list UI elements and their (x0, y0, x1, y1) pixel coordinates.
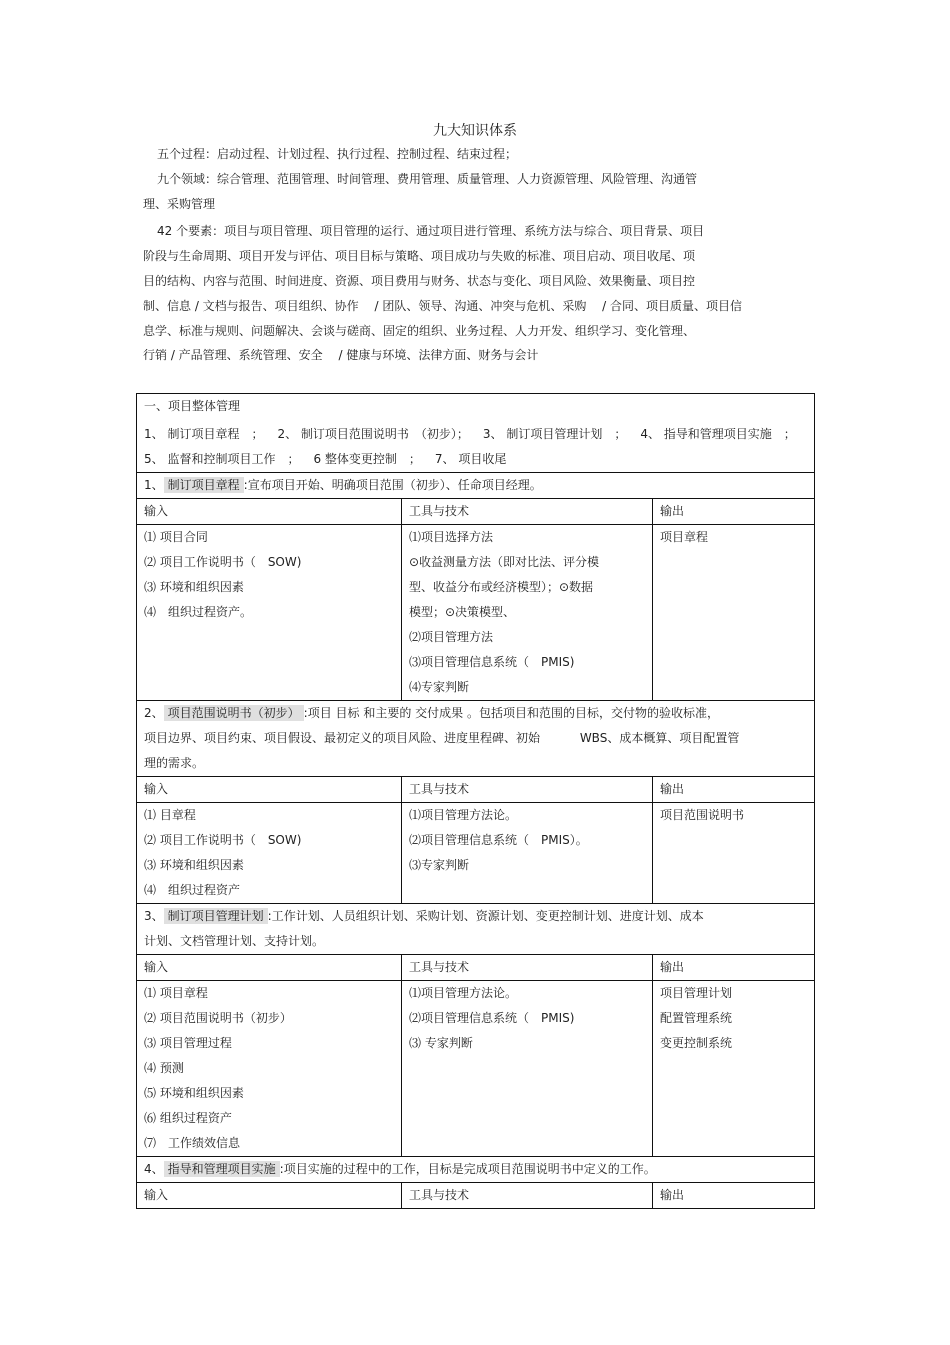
process-name-tag: 项目范围说明书（初步） (164, 705, 304, 721)
tool-item: ⑴项目选择方法 (409, 530, 494, 544)
section-description: 项目边界、项目约束、项目假设、最初定义的项目风险、进度里程碑、初始 WBS、成本概算、项目配置管 (144, 731, 740, 745)
tool-item: ⑷专家判断 (409, 680, 470, 694)
integration-management-table (136, 393, 815, 1209)
input-item: ⑷ 预测 (144, 1061, 184, 1075)
process-item: 6 整体变更控制 ； (313, 452, 421, 466)
inputs-cell (137, 803, 402, 904)
tools-cell (402, 981, 653, 1157)
elements-line: 息学、标准与规则、问题解决、会谈与磋商、固定的组织、业务过程、人力开发、组织学习、变化管理、 (143, 323, 696, 338)
tool-item: ⑵项目管理方法 (409, 630, 494, 644)
tools-cell (402, 803, 653, 904)
input-item: ⑶ 环境和组织因素 (144, 858, 244, 872)
outputs-cell (653, 525, 815, 701)
outputs-cell (653, 803, 815, 904)
column-header-output: 输出 (653, 1183, 815, 1209)
section-number: 3、 (144, 909, 164, 923)
column-header-output: 输出 (653, 499, 815, 525)
process-item: 1、 制订项目章程 ； (144, 427, 264, 441)
column-header-output: 输出 (653, 777, 815, 803)
input-item: ⑵ 项目范围说明书（初步） (144, 1011, 292, 1025)
tools-cell (402, 525, 653, 701)
section-header-cell (137, 394, 815, 473)
section-description: :宣布项目开始、明确项目范围（初步）、任命项目经理。 (243, 478, 542, 492)
process-item: 3、 制订项目管理计划 ； (482, 427, 627, 441)
process-item: 5、 监督和控制项目工作 ； (144, 452, 300, 466)
column-header-input: 输入 (137, 499, 402, 525)
input-item: ⑵ 项目工作说明书（ SOW) (144, 555, 302, 569)
column-header-tools: 工具与技术 (402, 955, 653, 981)
section-description: 计划、文档管理计划、支持计划。 (144, 934, 325, 948)
section-title: 一、项目整体管理 (144, 399, 241, 413)
tool-item: 型、收益分布或经济模型）；⊙数据 (409, 580, 594, 594)
input-item: ⑸ 环境和组织因素 (144, 1086, 244, 1100)
tool-item: ⑴项目管理方法论。 (409, 808, 518, 822)
tool-item: 模型；⊙决策模型、 (409, 605, 516, 619)
input-item: ⑶ 项目管理过程 (144, 1036, 232, 1050)
input-item: ⑴ 项目章程 (144, 986, 208, 1000)
intro-block (143, 142, 803, 368)
process-list (144, 419, 807, 447)
column-header-tools: 工具与技术 (402, 499, 653, 525)
tool-item: ⑵项目管理信息系统（ PMIS）。 (409, 833, 588, 847)
input-item: ⑺ 工作绩效信息 (144, 1136, 241, 1150)
input-item: ⑹ 组织过程资产 (144, 1111, 232, 1125)
elements-line: 制、信息 / 文档与报告、项目组织、协作 / 团队、领导、沟通、冲突与危机、采购 / 合同、项目质量、项目信 (143, 298, 743, 313)
output-item: 项目章程 (660, 530, 709, 544)
elements-line: 阶段与生命周期、项目开发与评估、项目目标与策略、项目成功与失败的标准、项目启动、项目收尾、项 (143, 249, 696, 264)
tool-item: ⑴项目管理方法论。 (409, 986, 518, 1000)
input-item: ⑴ 项目合同 (144, 530, 208, 544)
section-desc (137, 473, 815, 499)
process-name-tag: 制订项目章程 (164, 477, 244, 493)
process-name-tag: 制订项目管理计划 (164, 908, 268, 924)
output-item: 配置管理系统 (660, 1011, 733, 1025)
input-item: ⑶ 环境和组织因素 (144, 580, 244, 594)
inputs-cell (137, 525, 402, 701)
processes-line: 五个过程：启动过程、计划过程、执行过程、控制过程、结束过程； (157, 147, 518, 161)
tool-item: ⑶专家判断 (409, 858, 470, 872)
output-item: 项目范围说明书 (660, 808, 745, 822)
inputs-cell (137, 981, 402, 1157)
process-name-tag: 指导和管理项目实施 (164, 1161, 280, 1177)
column-header-tools: 工具与技术 (402, 1183, 653, 1209)
process-item: 4、 指导和管理项目实施 ； (640, 427, 796, 441)
process-item: 2、 制订项目范围说明书 （初步）； (277, 427, 469, 441)
elements-line: 42 个要素：项目与项目管理、项目管理的运行、通过项目进行管理、系统方法与综合、项目背景、项目 (157, 224, 705, 239)
areas-line-continued: 理、采购管理 (143, 196, 216, 211)
output-item: 项目管理计划 (660, 986, 733, 1000)
process-list-continued (144, 447, 807, 472)
section-number: 1、 (144, 478, 164, 492)
tool-item: ⑶项目管理信息系统（ PMIS) (409, 655, 575, 669)
column-header-tools: 工具与技术 (402, 777, 653, 803)
section-desc (137, 701, 815, 777)
section-description: :工作计划、人员组织计划、采购计划、资源计划、变更控制计划、进度计划、成本 (267, 909, 704, 923)
outputs-cell (653, 981, 815, 1157)
process-item: 7、 项目收尾 (434, 452, 507, 466)
input-item: ⑷ 组织过程资产 (144, 883, 241, 897)
section-description: 理的需求。 (144, 756, 205, 770)
input-item: ⑷ 组织过程资产。 (144, 605, 253, 619)
elements-line: 目的结构、内容与范围、时间进度、资源、项目费用与财务、状态与变化、项目风险、效果衡量、项目控 (143, 273, 696, 288)
column-header-input: 输入 (137, 1183, 402, 1209)
section-description: :项目实施的过程中的工作，目标是完成项目范围说明书中定义的工作。 (279, 1162, 656, 1176)
section-number: 2、 (144, 706, 164, 720)
tool-item: ⊙收益测量方法（即对比法、评分模 (409, 555, 600, 569)
elements-line: 行销 / 产品管理、系统管理、安全 / 健康与环境、法律方面、财务与会计 (143, 348, 539, 363)
output-item: 变更控制系统 (660, 1036, 733, 1050)
areas-line: 九个领域：综合管理、范围管理、时间管理、费用管理、质量管理、人力资源管理、风险管理、沟通管 (157, 171, 698, 186)
section-number: 4、 (144, 1162, 164, 1176)
page-title: 九大知识体系 (433, 123, 517, 139)
column-header-output: 输出 (653, 955, 815, 981)
column-header-input: 输入 (137, 777, 402, 803)
section-desc (137, 1157, 815, 1183)
section-desc (137, 904, 815, 955)
column-header-input: 输入 (137, 955, 402, 981)
tool-item: ⑵项目管理信息系统（ PMIS) (409, 1011, 575, 1025)
input-item: ⑴ 目章程 (144, 808, 196, 822)
input-item: ⑵ 项目工作说明书（ SOW) (144, 833, 302, 847)
section-description: :项目 目标 和主要的 交付成果 。包括项目和范围的目标，交付物的验收标准， (303, 706, 719, 720)
tool-item: ⑶ 专家判断 (409, 1036, 473, 1050)
